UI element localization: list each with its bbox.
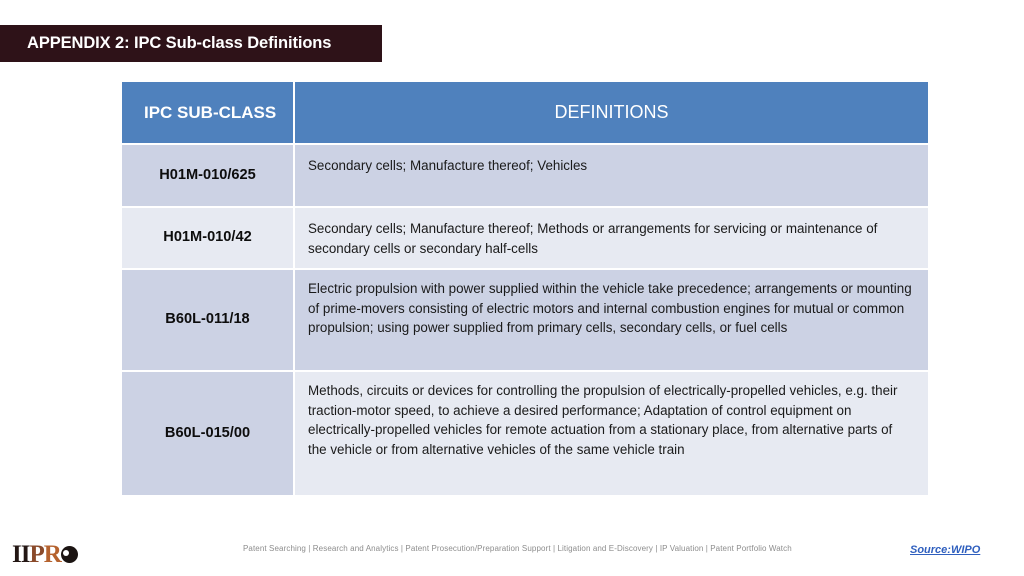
cell-sub-class-code: H01M-010/625 <box>122 144 294 207</box>
page-title: APPENDIX 2: IPC Sub-class Definitions <box>27 34 332 52</box>
table-row <box>122 371 928 496</box>
logo-circle-icon <box>61 546 78 563</box>
footer-services-text: Patent Searching | Research and Analytics | Patent Prosecution/Preparation Support | Litigation and E-Discovery | IP Valuation | Patent Portfolio Watch <box>243 544 792 553</box>
cell-definition: Electric propulsion with power supplied within the vehicle take precedence; arrangements or mounting of prime-movers consisting of electric motors and internal combustion engines for mutual or common propulsion; using power supplied from primary cells, secondary cells, or fuel cells <box>294 269 928 371</box>
ipc-definitions-table <box>122 82 928 497</box>
source-wipo-link[interactable]: Source:WIPO <box>910 544 981 556</box>
table-row <box>122 207 928 269</box>
table-row <box>122 144 928 207</box>
logo-letter-r: R <box>43 540 60 568</box>
logo-letters-ii: II <box>12 540 30 568</box>
cell-definition: Secondary cells; Manufacture thereof; Methods or arrangements for servicing or maintenance of secondary cells or secondary half-cells <box>294 207 928 269</box>
table-header-row <box>122 82 928 144</box>
column-header-sub-class: IPC SUB-CLASS <box>122 82 294 144</box>
iiprd-logo <box>12 541 86 567</box>
cell-sub-class-code: B60L-011/18 <box>122 269 294 371</box>
cell-sub-class-code: H01M-010/42 <box>122 207 294 269</box>
logo-letter-p: P <box>29 540 44 568</box>
table-row <box>122 269 928 371</box>
cell-definition: Methods, circuits or devices for controlling the propulsion of electrically-propelled vehicles, e.g. their traction-motor speed, to achieve a desired performance; Adaptation of control equipment on electrically-propelled vehicles for remote actuation from a stationary place, from alternative parts of the vehicle or from alternative vehicles of the same vehicle train <box>294 371 928 496</box>
cell-definition: Secondary cells; Manufacture thereof; Vehicles <box>294 144 928 207</box>
slide-title-banner <box>0 25 382 62</box>
column-header-definitions: DEFINITIONS <box>294 82 928 144</box>
cell-sub-class-code: B60L-015/00 <box>122 371 294 496</box>
ipc-definitions-table-wrapper <box>122 82 928 497</box>
